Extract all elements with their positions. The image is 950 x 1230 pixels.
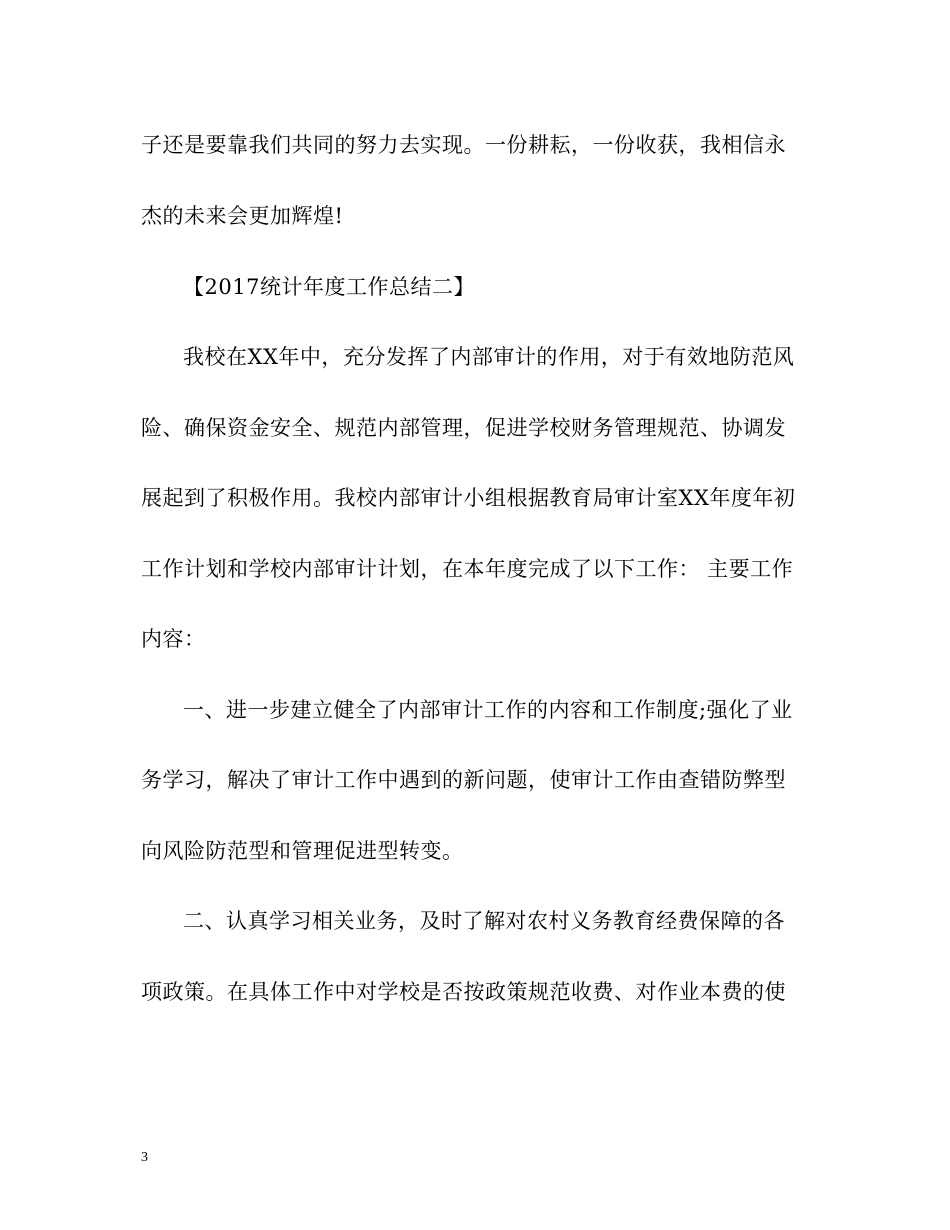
text-line: 二、认真学习相关业务，及时了解对农村义务教育经费保障的各 <box>183 909 785 933</box>
text-line: 工作计划和学校内部审计计划，在本年度完成了以下工作： 主要工作 <box>141 557 794 581</box>
text-line: 我校在XX年中，充分发挥了内部审计的作用，对于有效地防范风 <box>183 345 795 369</box>
text-line: 向风险防范型和管理促进型转变。 <box>141 839 464 863</box>
text-line: 子还是要靠我们共同的努力去实现。一份耕耘，一份收获，我相信永 <box>141 133 786 157</box>
text-line: 务学习，解决了审计工作中遇到的新问题，使审计工作由查错防弊型 <box>141 768 786 792</box>
text-line: 险、确保资金安全、规范内部管理，促进学校财务管理规范、协调发 <box>141 416 786 440</box>
text-line: 一、进一步建立健全了内部审计工作的内容和工作制度;强化了业 <box>183 698 793 722</box>
text-line: 展起到了积极作用。我校内部审计小组根据教育局审计室XX年度年初 <box>141 486 796 510</box>
text-line: 内容： <box>141 627 206 651</box>
section-heading: 【2017统计年度工作总结二】 <box>183 275 475 299</box>
text-line: 项政策。在具体工作中对学校是否按政策规范收费、对作业本费的使 <box>141 980 786 1004</box>
page-number: 3 <box>141 1150 148 1165</box>
text-line: 杰的未来会更加辉煌! <box>141 204 344 228</box>
